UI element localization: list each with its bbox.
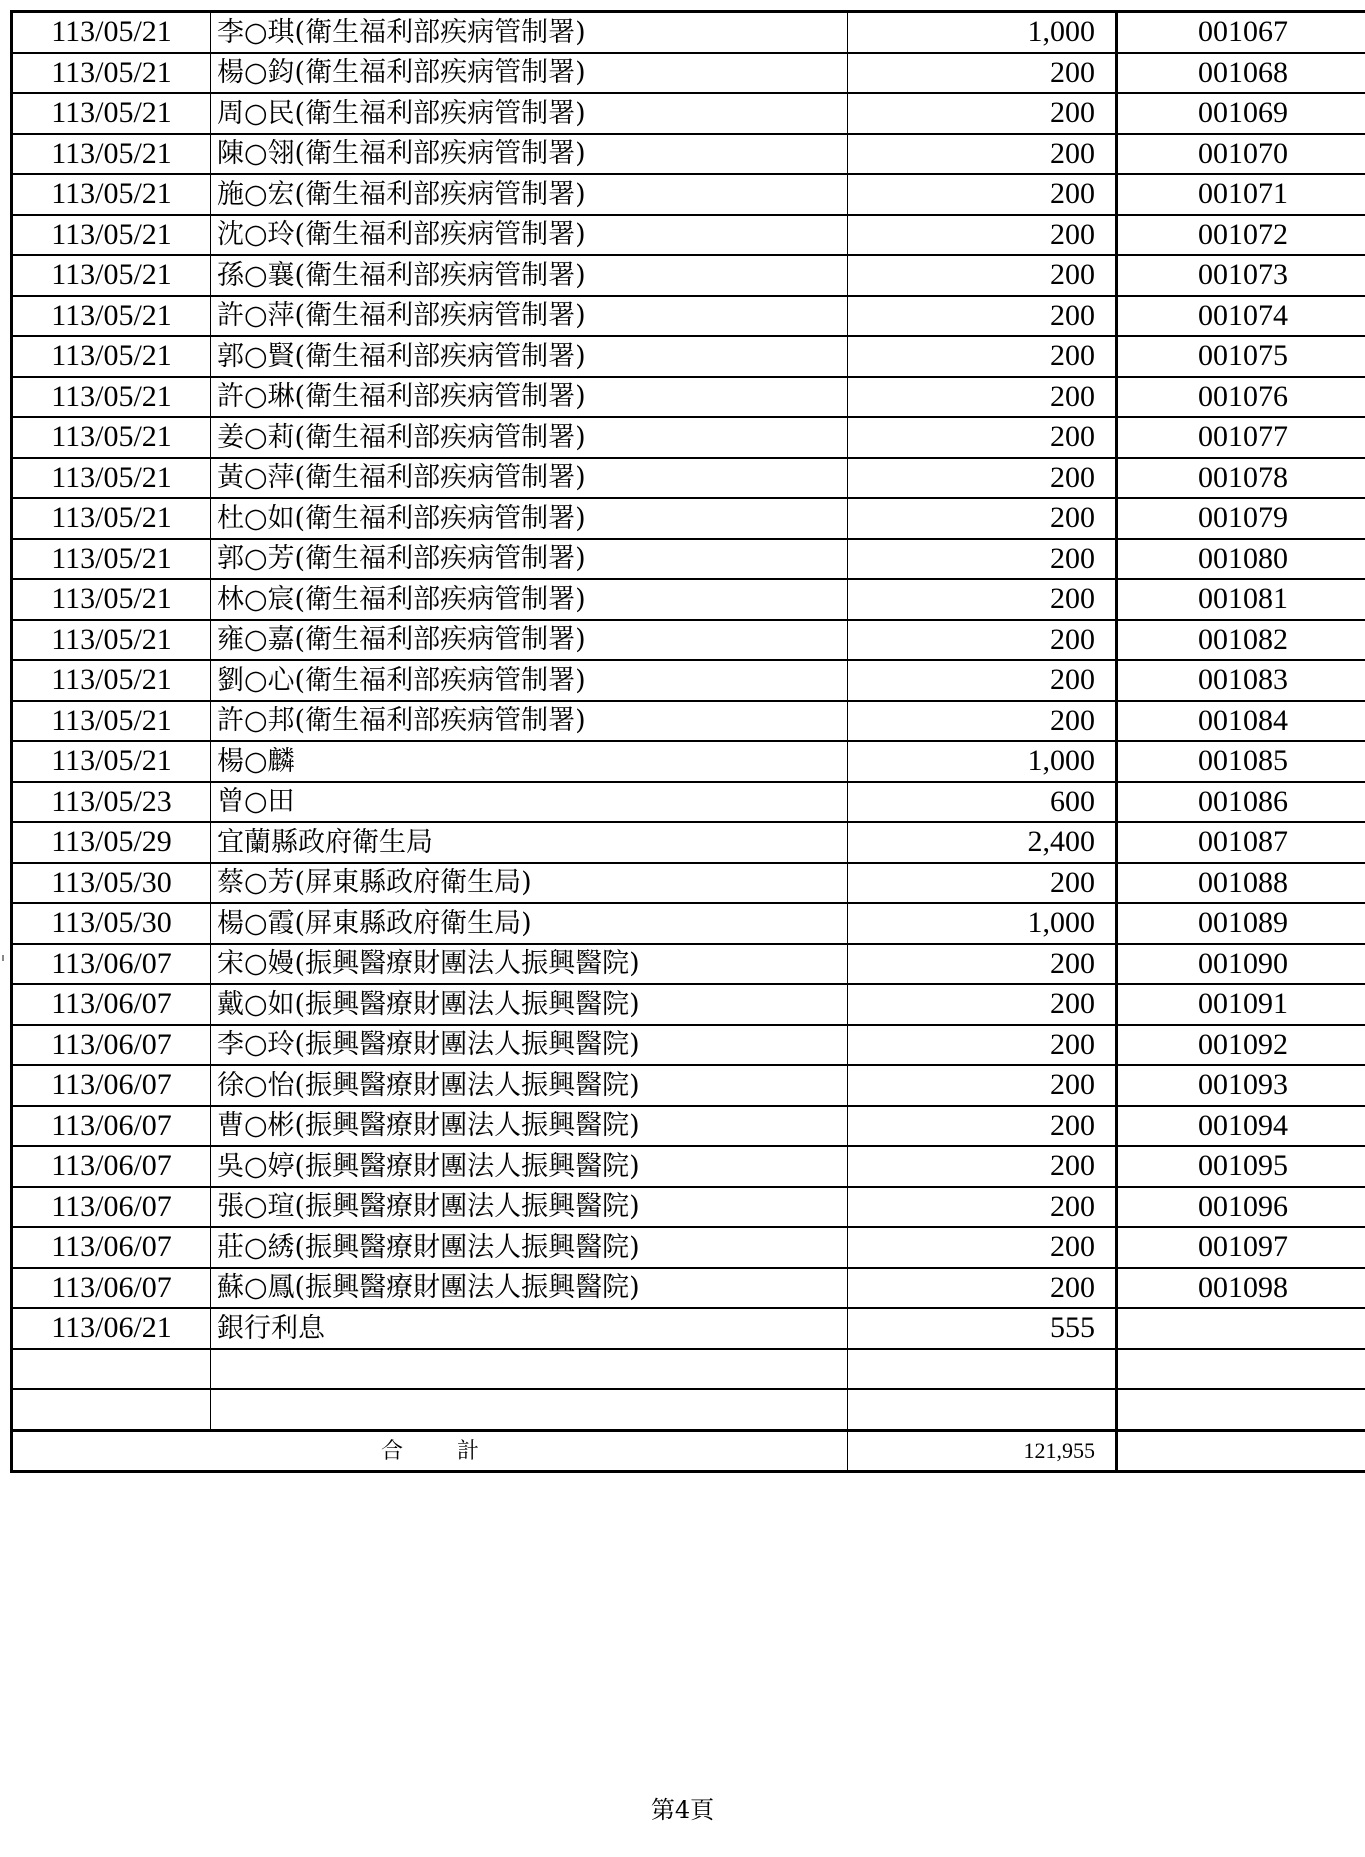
date-cell: 113/05/21 [12, 458, 211, 499]
amount-cell: 200 [848, 498, 1117, 539]
donor-name-cell: 沈○玲(衛生福利部疾病管制署) [211, 215, 848, 256]
table-row [12, 863, 1365, 904]
receipt-number-cell: 001091 [1117, 984, 1365, 1025]
donor-name-cell: 孫○襄(衛生福利部疾病管制署) [211, 255, 848, 296]
table-row [12, 1106, 1365, 1147]
amount-cell: 200 [848, 984, 1117, 1025]
receipt-number-cell: 001082 [1117, 620, 1365, 661]
receipt-number-cell: 001068 [1117, 53, 1365, 94]
amount-cell [848, 1349, 1117, 1390]
donor-name-cell: 杜○如(衛生福利部疾病管制署) [211, 498, 848, 539]
date-cell: 113/05/21 [12, 53, 211, 94]
date-cell: 113/05/21 [12, 12, 211, 53]
donor-name-cell: 郭○賢(衛生福利部疾病管制署) [211, 336, 848, 377]
amount-cell: 200 [848, 1227, 1117, 1268]
donor-name-cell: 楊○麟 [211, 741, 848, 782]
amount-cell: 200 [848, 944, 1117, 985]
table-row [12, 1187, 1365, 1228]
donor-name-cell: 許○萍(衛生福利部疾病管制署) [211, 296, 848, 337]
amount-cell: 200 [848, 296, 1117, 337]
table-row [12, 944, 1365, 985]
donor-name-cell: 許○琳(衛生福利部疾病管制署) [211, 377, 848, 418]
table-row [12, 903, 1365, 944]
table-row [12, 377, 1365, 418]
date-cell: 113/05/21 [12, 701, 211, 742]
date-cell: 113/05/21 [12, 539, 211, 580]
amount-cell: 200 [848, 215, 1117, 256]
donor-name-cell: 周○民(衛生福利部疾病管制署) [211, 93, 848, 134]
table-row [12, 215, 1365, 256]
donor-name-cell: 戴○如(振興醫療財團法人振興醫院) [211, 984, 848, 1025]
receipt-number-cell: 001069 [1117, 93, 1365, 134]
receipt-number-cell: 001086 [1117, 782, 1365, 823]
date-cell: 113/06/07 [12, 944, 211, 985]
table-row [12, 53, 1365, 94]
total-amount: 121,955 [848, 1430, 1117, 1472]
donor-name-cell: 施○宏(衛生福利部疾病管制署) [211, 174, 848, 215]
amount-cell: 200 [848, 336, 1117, 377]
date-cell: 113/05/21 [12, 296, 211, 337]
amount-cell: 200 [848, 863, 1117, 904]
date-cell: 113/05/30 [12, 903, 211, 944]
date-cell: 113/05/21 [12, 417, 211, 458]
amount-cell: 200 [848, 1065, 1117, 1106]
receipt-number-cell [1117, 1389, 1365, 1430]
donor-name-cell: 曾○田 [211, 782, 848, 823]
receipt-number-cell: 001084 [1117, 701, 1365, 742]
receipt-number-cell: 001087 [1117, 822, 1365, 863]
donor-name-cell: 銀行利息 [211, 1308, 848, 1349]
donor-name-cell [211, 1389, 848, 1430]
table-row [12, 174, 1365, 215]
donor-name-cell: 林○宸(衛生福利部疾病管制署) [211, 579, 848, 620]
table-row [12, 579, 1365, 620]
table-row [12, 1025, 1365, 1066]
donation-ledger-table [10, 10, 1365, 1473]
donor-name-cell: 黃○萍(衛生福利部疾病管制署) [211, 458, 848, 499]
date-cell: 113/05/21 [12, 255, 211, 296]
date-cell: 113/05/30 [12, 863, 211, 904]
date-cell: 113/06/07 [12, 1106, 211, 1147]
receipt-number-cell: 001094 [1117, 1106, 1365, 1147]
receipt-number-cell: 001083 [1117, 660, 1365, 701]
table-row [12, 782, 1365, 823]
receipt-number-cell: 001073 [1117, 255, 1365, 296]
table-row [12, 1227, 1365, 1268]
amount-cell: 200 [848, 53, 1117, 94]
amount-cell: 1,000 [848, 12, 1117, 53]
table-row [12, 1308, 1365, 1349]
date-cell: 113/05/21 [12, 174, 211, 215]
donor-name-cell: 劉○心(衛生福利部疾病管制署) [211, 660, 848, 701]
table-row [12, 93, 1365, 134]
date-cell: 113/05/21 [12, 134, 211, 175]
receipt-number-cell: 001093 [1117, 1065, 1365, 1106]
date-cell: 113/06/07 [12, 984, 211, 1025]
amount-cell: 200 [848, 1106, 1117, 1147]
table-row [12, 822, 1365, 863]
donor-name-cell: 蔡○芳(屏東縣政府衛生局) [211, 863, 848, 904]
donor-name-cell: 莊○綉(振興醫療財團法人振興醫院) [211, 1227, 848, 1268]
date-cell: 113/05/23 [12, 782, 211, 823]
date-cell: 113/05/21 [12, 336, 211, 377]
receipt-number-cell: 001075 [1117, 336, 1365, 377]
date-cell: 113/06/07 [12, 1065, 211, 1106]
receipt-number-cell: 001096 [1117, 1187, 1365, 1228]
donor-name-cell: 陳○翎(衛生福利部疾病管制署) [211, 134, 848, 175]
date-cell: 113/05/21 [12, 377, 211, 418]
table-row [12, 458, 1365, 499]
date-cell: 113/05/21 [12, 93, 211, 134]
table-row [12, 1146, 1365, 1187]
amount-cell: 200 [848, 417, 1117, 458]
receipt-number-cell [1117, 1308, 1365, 1349]
table-row [12, 336, 1365, 377]
amount-cell: 200 [848, 377, 1117, 418]
date-cell [12, 1389, 211, 1430]
donor-name-cell: 李○玲(振興醫療財團法人振興醫院) [211, 1025, 848, 1066]
total-row [12, 1430, 1365, 1472]
donor-name-cell: 曹○彬(振興醫療財團法人振興醫院) [211, 1106, 848, 1147]
amount-cell: 200 [848, 93, 1117, 134]
amount-cell: 600 [848, 782, 1117, 823]
table-row [12, 984, 1365, 1025]
date-cell: 113/05/29 [12, 822, 211, 863]
table-row [12, 255, 1365, 296]
receipt-number-cell: 001078 [1117, 458, 1365, 499]
donor-name-cell: 李○琪(衛生福利部疾病管制署) [211, 12, 848, 53]
date-cell: 113/06/21 [12, 1308, 211, 1349]
date-cell: 113/05/21 [12, 579, 211, 620]
date-cell: 113/05/21 [12, 741, 211, 782]
receipt-number-cell: 001088 [1117, 863, 1365, 904]
donor-name-cell: 張○瑄(振興醫療財團法人振興醫院) [211, 1187, 848, 1228]
donor-name-cell: 楊○鈞(衛生福利部疾病管制署) [211, 53, 848, 94]
amount-cell: 1,000 [848, 903, 1117, 944]
table-row [12, 620, 1365, 661]
date-cell: 113/06/07 [12, 1187, 211, 1228]
amount-cell: 200 [848, 255, 1117, 296]
donor-name-cell: 宜蘭縣政府衛生局 [211, 822, 848, 863]
receipt-number-cell: 001095 [1117, 1146, 1365, 1187]
amount-cell: 200 [848, 539, 1117, 580]
ledger-body [12, 12, 1365, 1472]
amount-cell: 200 [848, 1187, 1117, 1228]
donor-name-cell: 徐○怡(振興醫療財團法人振興醫院) [211, 1065, 848, 1106]
amount-cell: 200 [848, 1146, 1117, 1187]
amount-cell: 200 [848, 660, 1117, 701]
table-row [12, 134, 1365, 175]
date-cell: 113/05/21 [12, 620, 211, 661]
table-row [12, 12, 1365, 53]
date-cell: 113/06/07 [12, 1025, 211, 1066]
table-row [12, 498, 1365, 539]
receipt-number-cell [1117, 1349, 1365, 1390]
amount-cell [848, 1389, 1117, 1430]
receipt-number-cell: 001097 [1117, 1227, 1365, 1268]
receipt-number-cell: 001098 [1117, 1268, 1365, 1309]
donor-name-cell: 姜○莉(衛生福利部疾病管制署) [211, 417, 848, 458]
amount-cell: 200 [848, 134, 1117, 175]
receipt-number-cell: 001079 [1117, 498, 1365, 539]
total-label: 合計 [12, 1430, 848, 1472]
receipt-number-cell: 001070 [1117, 134, 1365, 175]
table-row [12, 1349, 1365, 1390]
receipt-number-cell: 001072 [1117, 215, 1365, 256]
receipt-number-cell: 001081 [1117, 579, 1365, 620]
amount-cell: 200 [848, 579, 1117, 620]
date-cell: 113/06/07 [12, 1146, 211, 1187]
amount-cell: 200 [848, 701, 1117, 742]
table-row [12, 539, 1365, 580]
total-receipt-no [1117, 1430, 1365, 1472]
receipt-number-cell: 001077 [1117, 417, 1365, 458]
receipt-number-cell: 001085 [1117, 741, 1365, 782]
donor-name-cell: 郭○芳(衛生福利部疾病管制署) [211, 539, 848, 580]
receipt-number-cell: 001080 [1117, 539, 1365, 580]
date-cell: 113/06/07 [12, 1268, 211, 1309]
date-cell: 113/05/21 [12, 660, 211, 701]
date-cell [12, 1349, 211, 1390]
amount-cell: 2,400 [848, 822, 1117, 863]
amount-cell: 200 [848, 1268, 1117, 1309]
donor-name-cell: 許○邦(衛生福利部疾病管制署) [211, 701, 848, 742]
date-cell: 113/06/07 [12, 1227, 211, 1268]
receipt-number-cell: 001092 [1117, 1025, 1365, 1066]
table-row [12, 296, 1365, 337]
receipt-number-cell: 001074 [1117, 296, 1365, 337]
receipt-number-cell: 001076 [1117, 377, 1365, 418]
table-row [12, 660, 1365, 701]
donor-name-cell: 雍○嘉(衛生福利部疾病管制署) [211, 620, 848, 661]
amount-cell: 555 [848, 1308, 1117, 1349]
table-row [12, 1268, 1365, 1309]
donor-name-cell: 楊○霞(屏東縣政府衛生局) [211, 903, 848, 944]
receipt-number-cell: 001067 [1117, 12, 1365, 53]
receipt-number-cell: 001090 [1117, 944, 1365, 985]
table-row [12, 741, 1365, 782]
receipt-number-cell: 001071 [1117, 174, 1365, 215]
donor-name-cell: 宋○嫚(振興醫療財團法人振興醫院) [211, 944, 848, 985]
receipt-number-cell: 001089 [1117, 903, 1365, 944]
table-row [12, 417, 1365, 458]
amount-cell: 200 [848, 458, 1117, 499]
table-row [12, 1389, 1365, 1430]
donor-name-cell: 蘇○鳳(振興醫療財團法人振興醫院) [211, 1268, 848, 1309]
amount-cell: 1,000 [848, 741, 1117, 782]
table-row [12, 701, 1365, 742]
page-number: 第4頁 [650, 1796, 715, 1824]
amount-cell: 200 [848, 620, 1117, 661]
date-cell: 113/05/21 [12, 215, 211, 256]
amount-cell: 200 [848, 174, 1117, 215]
table-row [12, 1065, 1365, 1106]
donor-name-cell: 吳○婷(振興醫療財團法人振興醫院) [211, 1146, 848, 1187]
donor-name-cell [211, 1349, 848, 1390]
edge-mark [2, 955, 4, 961]
amount-cell: 200 [848, 1025, 1117, 1066]
date-cell: 113/05/21 [12, 498, 211, 539]
